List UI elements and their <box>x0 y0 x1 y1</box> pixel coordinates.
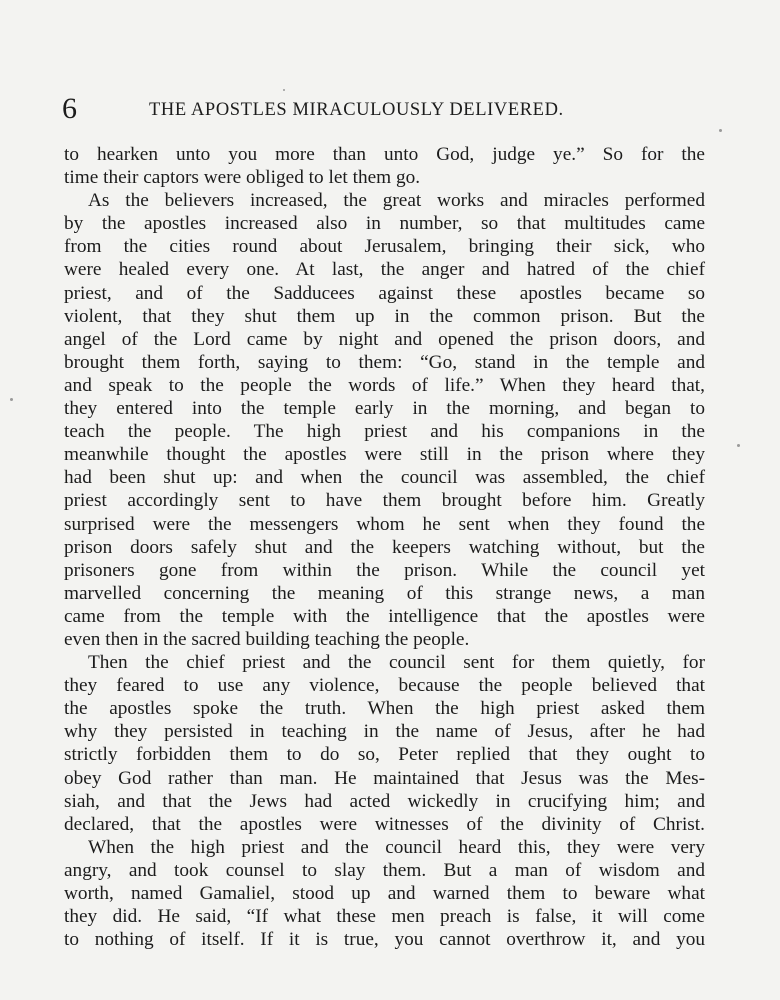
text-line: Then the chief priest and the council sent for them quietly, for <box>88 652 705 674</box>
running-title: THE APOSTLES MIRACULOUSLY DELIVERED. <box>149 100 564 120</box>
page-header <box>62 92 710 126</box>
text-line: priest, and of the Sadducees against these apostles became so <box>64 282 705 304</box>
text-line: and speak to the people the words of life.” When they heard that, <box>64 374 705 396</box>
body-text <box>64 143 705 951</box>
paper-speck <box>719 129 722 132</box>
text-line: obey God rather than man. He maintained that Jesus was the Mes- <box>64 767 705 789</box>
paper-speck <box>10 398 13 401</box>
text-line: As the believers increased, the great works and miracles performed <box>88 190 705 212</box>
text-line: priest accordingly sent to have them brought before him. Greatly <box>64 490 705 512</box>
text-line: prison doors safely shut and the keepers watching without, but the <box>64 536 705 558</box>
paper-speck <box>737 444 740 447</box>
text-line: had been shut up: and when the council was assembled, the chief <box>64 467 705 489</box>
text-line: were healed every one. At last, the anger and hatred of the chief <box>64 259 705 281</box>
text-line: siah, and that the Jews had acted wickedly in crucifying him; and <box>64 790 705 812</box>
text-line: teach the people. The high priest and his companions in the <box>64 421 705 443</box>
text-line: violent, that they shut them up in the common prison. But the <box>64 305 705 327</box>
paper-speck <box>283 89 285 91</box>
text-line: they entered into the temple early in the morning, and began to <box>64 398 705 420</box>
text-line: by the apostles increased also in number, so that multitudes came <box>64 213 705 235</box>
text-line: marvelled concerning the meaning of this strange news, a man <box>64 582 705 604</box>
text-line: prisoners gone from within the prison. While the council yet <box>64 559 705 581</box>
text-line: to nothing of itself. If it is true, you cannot overthrow it, and you <box>64 929 705 951</box>
text-line: the apostles spoke the truth. When the high priest asked them <box>64 698 705 720</box>
text-line: When the high priest and the council heard this, they were very <box>88 836 705 858</box>
text-line: came from the temple with the intelligence that the apostles were <box>64 605 705 627</box>
text-line: even then in the sacred building teaching the people. <box>64 628 470 650</box>
text-line: angel of the Lord came by night and opened the prison doors, and <box>64 328 705 350</box>
text-line: surprised were the messengers whom he sent when they found the <box>64 513 705 535</box>
text-line: they did. He said, “If what these men preach is false, it will come <box>64 906 705 928</box>
text-line: to hearken unto you more than unto God, judge ye.” So for the <box>64 144 705 165</box>
text-line: declared, that the apostles were witnesses of the divinity of Christ. <box>64 813 705 835</box>
text-line: strictly forbidden them to do so, Peter replied that they ought to <box>64 744 705 766</box>
text-line: from the cities round about Jerusalem, bringing their sick, who <box>64 236 705 258</box>
text-line: brought them forth, saying to them: “Go, stand in the temple and <box>64 351 705 373</box>
page-number: 6 <box>62 92 77 125</box>
text-line: angry, and took counsel to slay them. But a man of wisdom and <box>64 859 705 881</box>
text-line: worth, named Gamaliel, stood up and warned them to beware what <box>64 883 705 904</box>
text-line: meanwhile thought the apostles were still in the prison where they <box>64 444 705 466</box>
text-line: why they persisted in teaching in the name of Jesus, after he had <box>64 721 705 743</box>
text-line: they feared to use any violence, because the people believed that <box>64 675 705 697</box>
text-line: time their captors were obliged to let them go. <box>64 167 421 189</box>
